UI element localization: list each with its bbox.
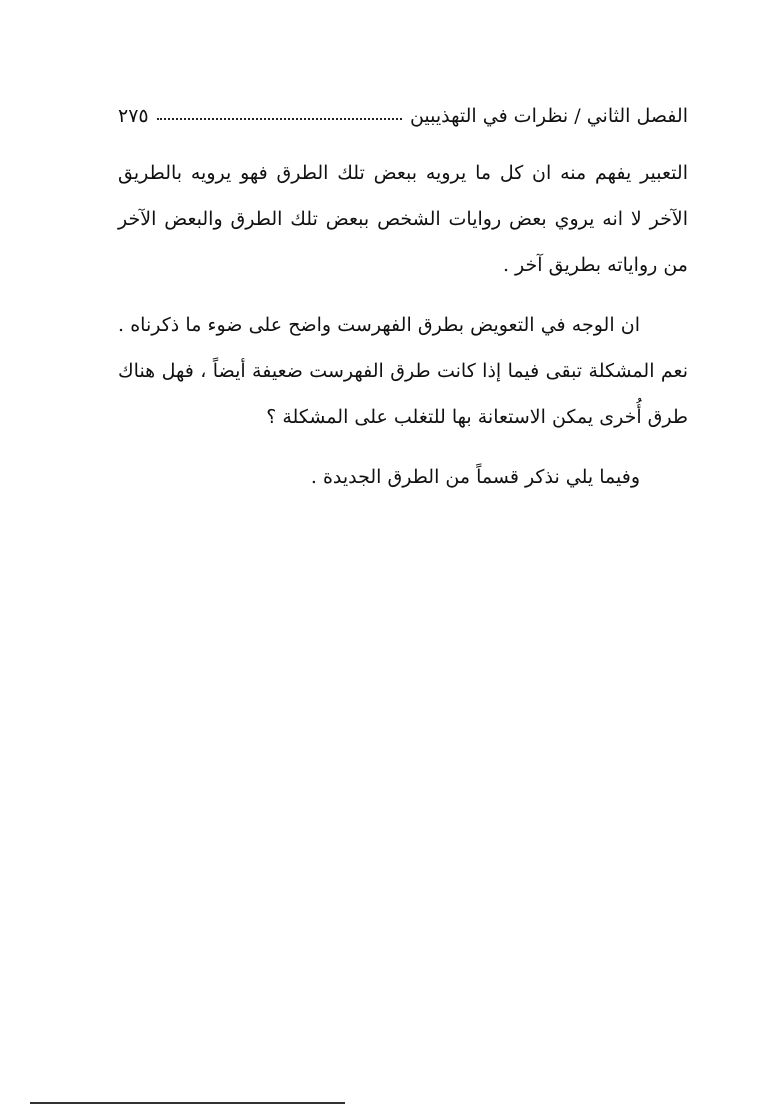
paragraph-fihrist-compensation: ان الوجه في التعويض بطرق الفهرست واضح على ضوء ما ذكرناه . نعم المشكلة تبقى فيما إذا كانت طرق الفهرست ضعيفة أيضاً ، فهل هناك طرق أُخرى يمكن الاستعانة بها للتغلب على المشكلة ؟ [118,314,688,428]
running-header [118,100,688,132]
footer-rule [30,1102,345,1104]
body-text [118,150,688,514]
chapter-title: الفصل الثاني / نظرات في التهذيبين [409,105,688,127]
dot-leader [157,118,402,120]
paragraph-new-methods: وفيما يلي نذكر قسماً من الطرق الجديدة . [310,466,640,488]
paragraph-continuation: التعبير يفهم منه ان كل ما يرويه ببعض تلك الطرق فهو يرويه بالطريق الآخر لا انه يروي بعض روايات الشخص ببعض تلك الطرق والبعض الآخر من رواياته بطريق آخر . [118,162,688,276]
page-number: ٢٧٥ [118,105,149,127]
